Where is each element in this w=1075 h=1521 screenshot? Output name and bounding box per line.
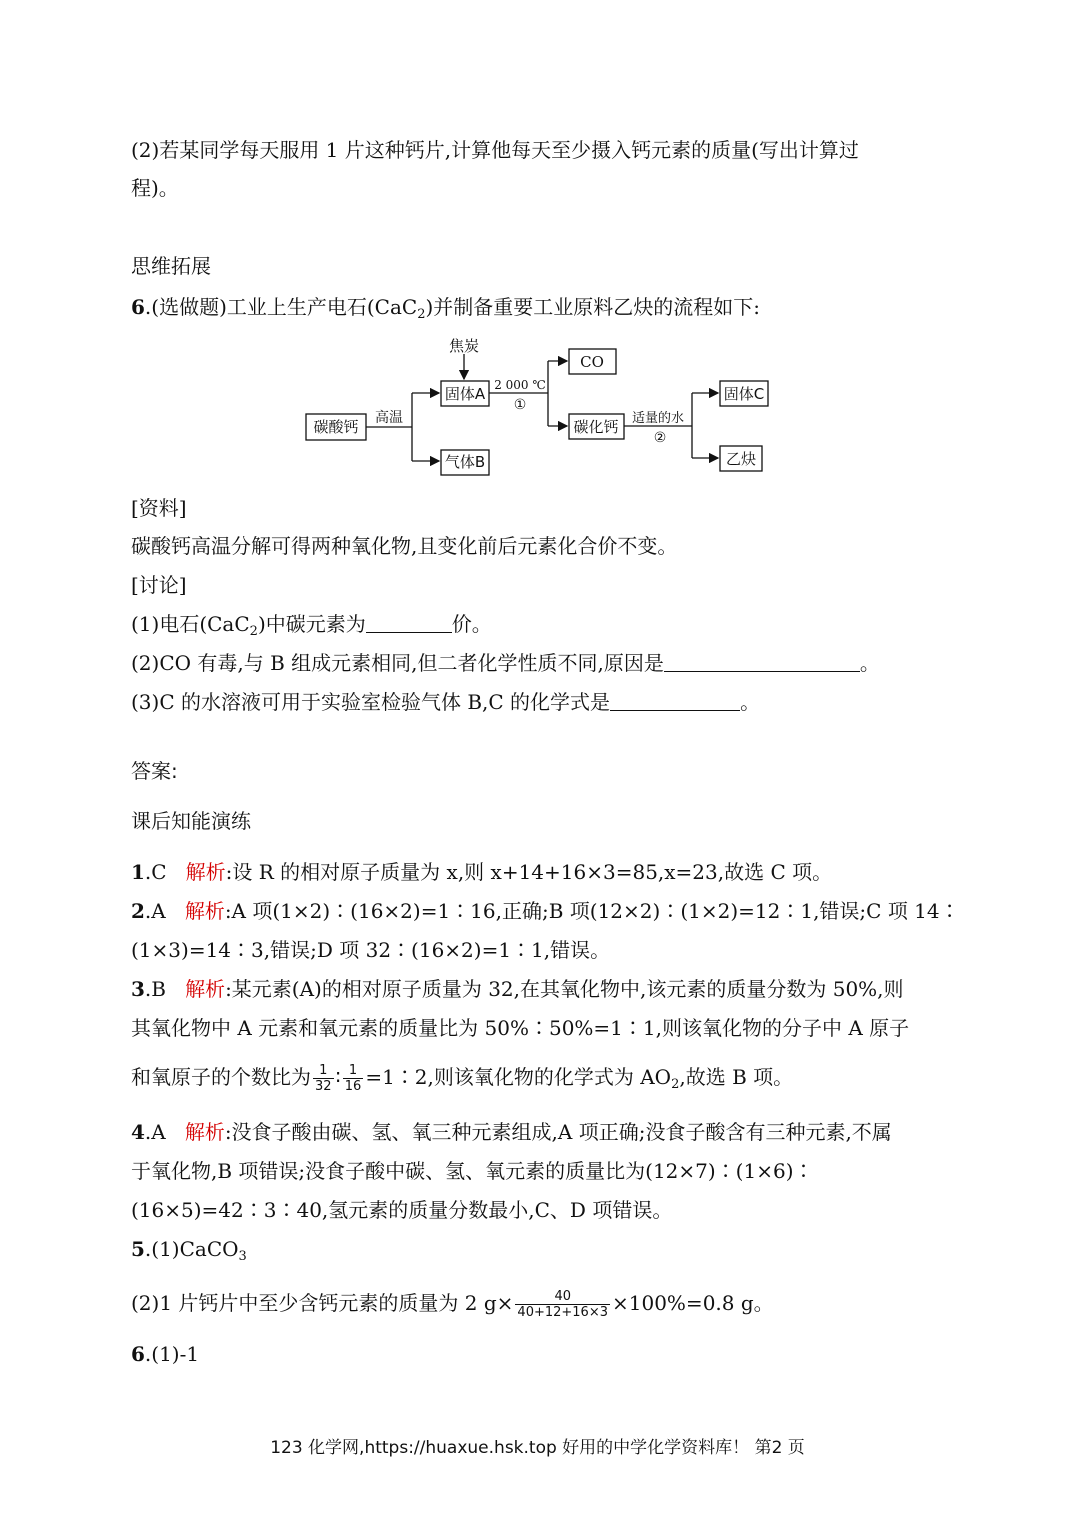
d1-text-b: )中碳元素为 xyxy=(257,612,366,636)
fraction-ca-mass xyxy=(515,1289,610,1320)
a1-label: 解析 xyxy=(185,860,226,884)
discussion-2 xyxy=(131,650,880,676)
a1-text: :设 R 的相对原子质量为 x,则 x+14+16×3=85,x=23,故选 C 项。 xyxy=(225,860,833,884)
answer-1 xyxy=(131,859,832,885)
fraction-denominator: 40+12+16×3 xyxy=(517,1305,608,1320)
fraction-1-16 xyxy=(343,1063,364,1094)
answer-3-line3 xyxy=(131,1063,793,1094)
label-water: 适量的水 xyxy=(631,411,685,426)
fraction-denominator: 16 xyxy=(344,1079,362,1094)
label-calcium-carbide: 碳化钙 xyxy=(573,418,619,436)
a5-text2a: (2)1 片钙片中至少含钙元素的质量为 2 g× xyxy=(131,1291,514,1315)
label-temp-2000: 2 000 ℃ xyxy=(494,378,546,392)
answer-3-line2: 其氧化物中 A 元素和氧元素的质量比为 50%∶50%=1∶1,则该氧化物的分子中 A 原子 xyxy=(131,1016,910,1040)
a2-num: 2 xyxy=(131,899,145,923)
a1-letter: .C xyxy=(144,860,167,884)
d3-text-c: 。 xyxy=(740,690,761,714)
answer-4 xyxy=(131,1119,892,1145)
a4-label: 解析 xyxy=(184,1120,225,1144)
q6-intro-b: )并制备重要工业原料乙炔的流程如下: xyxy=(425,295,761,319)
a5-num: 5 xyxy=(131,1237,145,1261)
answer-blank-3[interactable] xyxy=(610,690,740,711)
fraction-1-32 xyxy=(313,1063,334,1094)
fraction-numerator: 1 xyxy=(348,1063,358,1078)
discussion-3 xyxy=(131,689,760,715)
a3-letter: .B xyxy=(144,977,166,1001)
a4-letter: .A xyxy=(144,1120,166,1144)
a1-num: 1 xyxy=(131,860,145,884)
a5-sub: 3 xyxy=(238,1249,247,1264)
a3-text3c: ,故选 B 项。 xyxy=(679,1065,794,1089)
a3-sub: 2 xyxy=(671,1077,680,1092)
a5-text2b: ×100%=0.8 g。 xyxy=(612,1291,774,1315)
answers-subheading: 课后知能演练 xyxy=(131,809,251,833)
info-heading: [资料] xyxy=(131,496,187,520)
fraction-numerator: 40 xyxy=(554,1289,571,1304)
answer-blank-1[interactable] xyxy=(366,612,452,633)
answer-4-line3: (16×5)=42∶3∶40,氢元素的质量分数最小,C、D 项错误。 xyxy=(131,1198,673,1222)
label-co: CO xyxy=(580,353,604,371)
process-flow-diagram xyxy=(300,334,780,479)
a3-label: 解析 xyxy=(185,977,226,1001)
a3-text3b: =1∶2,则该氧化物的化学式为 AO xyxy=(365,1065,672,1089)
q6-intro xyxy=(131,294,760,320)
q6-intro-a: .(选做题)工业上生产电石(CaC xyxy=(144,295,418,319)
a2-label: 解析 xyxy=(184,899,225,923)
d2-text-c: 。 xyxy=(859,651,880,675)
a6-num: 6 xyxy=(131,1342,145,1366)
q6-number: 6 xyxy=(131,295,145,319)
answer-blank-2[interactable] xyxy=(664,651,860,672)
label-solid-a: 固体A xyxy=(444,385,486,403)
label-step-1: ① xyxy=(513,397,527,413)
a3-num: 3 xyxy=(131,977,145,1001)
a2-text1: :A 项(1×2)∶(16×2)=1∶16,正确;B 项(12×2)∶(1×2)=12∶1,错误;C 项 14∶ xyxy=(224,899,960,923)
answer-3 xyxy=(131,976,904,1002)
a3-text1: :某元素(A)的相对原子质量为 32,在其氧化物中,该元素的质量分数为 50%,则 xyxy=(225,977,904,1001)
d3-text-a: (3)C 的水溶液可用于实验室检验气体 B,C 的化学式是 xyxy=(131,690,611,714)
label-step-2: ② xyxy=(653,430,667,446)
a6-text: .(1)-1 xyxy=(144,1342,200,1366)
fraction-denominator: 32 xyxy=(315,1079,332,1094)
label-high-temp: 高温 xyxy=(375,410,403,426)
answers-heading: 答案: xyxy=(131,759,178,783)
ratio-colon: ∶ xyxy=(335,1065,341,1089)
answer-5-line2 xyxy=(131,1289,774,1320)
discussion-1 xyxy=(131,611,492,637)
page-footer: 123 化学网,https://huaxue.hsk.top 好用的中学化学资料库！ 第2 页 xyxy=(270,1438,805,1458)
answer-5-line1 xyxy=(131,1236,247,1262)
a4-text1: :没食子酸由碳、氢、氧三种元素组成,A 项正确;没食子酸含有三种元素,不属 xyxy=(224,1120,892,1144)
d1-text-c: 价。 xyxy=(451,612,492,636)
fraction-numerator: 1 xyxy=(319,1063,328,1078)
d1-text-a: (1)电石(CaC xyxy=(131,612,250,636)
label-gas-b: 气体B xyxy=(444,453,486,471)
answer-2 xyxy=(131,898,960,924)
info-text: 碳酸钙高温分解可得两种氧化物,且变化前后元素化合价不变。 xyxy=(131,534,678,558)
d2-text-a: (2)CO 有毒,与 B 组成元素相同,但二者化学性质不同,原因是 xyxy=(131,651,664,675)
q5-part2-line1: (2)若某同学每天服用 1 片这种钙片,计算他每天至少摄入钙元素的质量(写出计算过 xyxy=(131,138,859,162)
answer-6 xyxy=(131,1341,199,1367)
answer-2-line2: (1×3)=14∶3,错误;D 项 32∶(16×2)=1∶1,错误。 xyxy=(131,938,611,962)
label-calcium-carbonate: 碳酸钙 xyxy=(313,418,359,436)
section-title: 思维拓展 xyxy=(131,254,211,278)
label-solid-c: 固体C xyxy=(723,385,765,403)
q5-part2-line2: 程)。 xyxy=(131,176,179,200)
a4-num: 4 xyxy=(131,1120,145,1144)
discussion-heading: [讨论] xyxy=(131,573,187,597)
label-acetylene: 乙炔 xyxy=(725,450,757,468)
d1-sub: 2 xyxy=(249,624,258,639)
a5-text1a: .(1)CaCO xyxy=(144,1237,239,1261)
a2-letter: .A xyxy=(144,899,166,923)
label-coke: 焦炭 xyxy=(448,337,480,355)
q6-intro-sub: 2 xyxy=(417,307,426,322)
a3-text3a: 和氧原子的个数比为 xyxy=(131,1065,311,1089)
answer-4-line2: 于氧化物,B 项错误;没食子酸中碳、氢、氧元素的质量比为(12×7)∶(1×6)∶ xyxy=(131,1159,814,1183)
